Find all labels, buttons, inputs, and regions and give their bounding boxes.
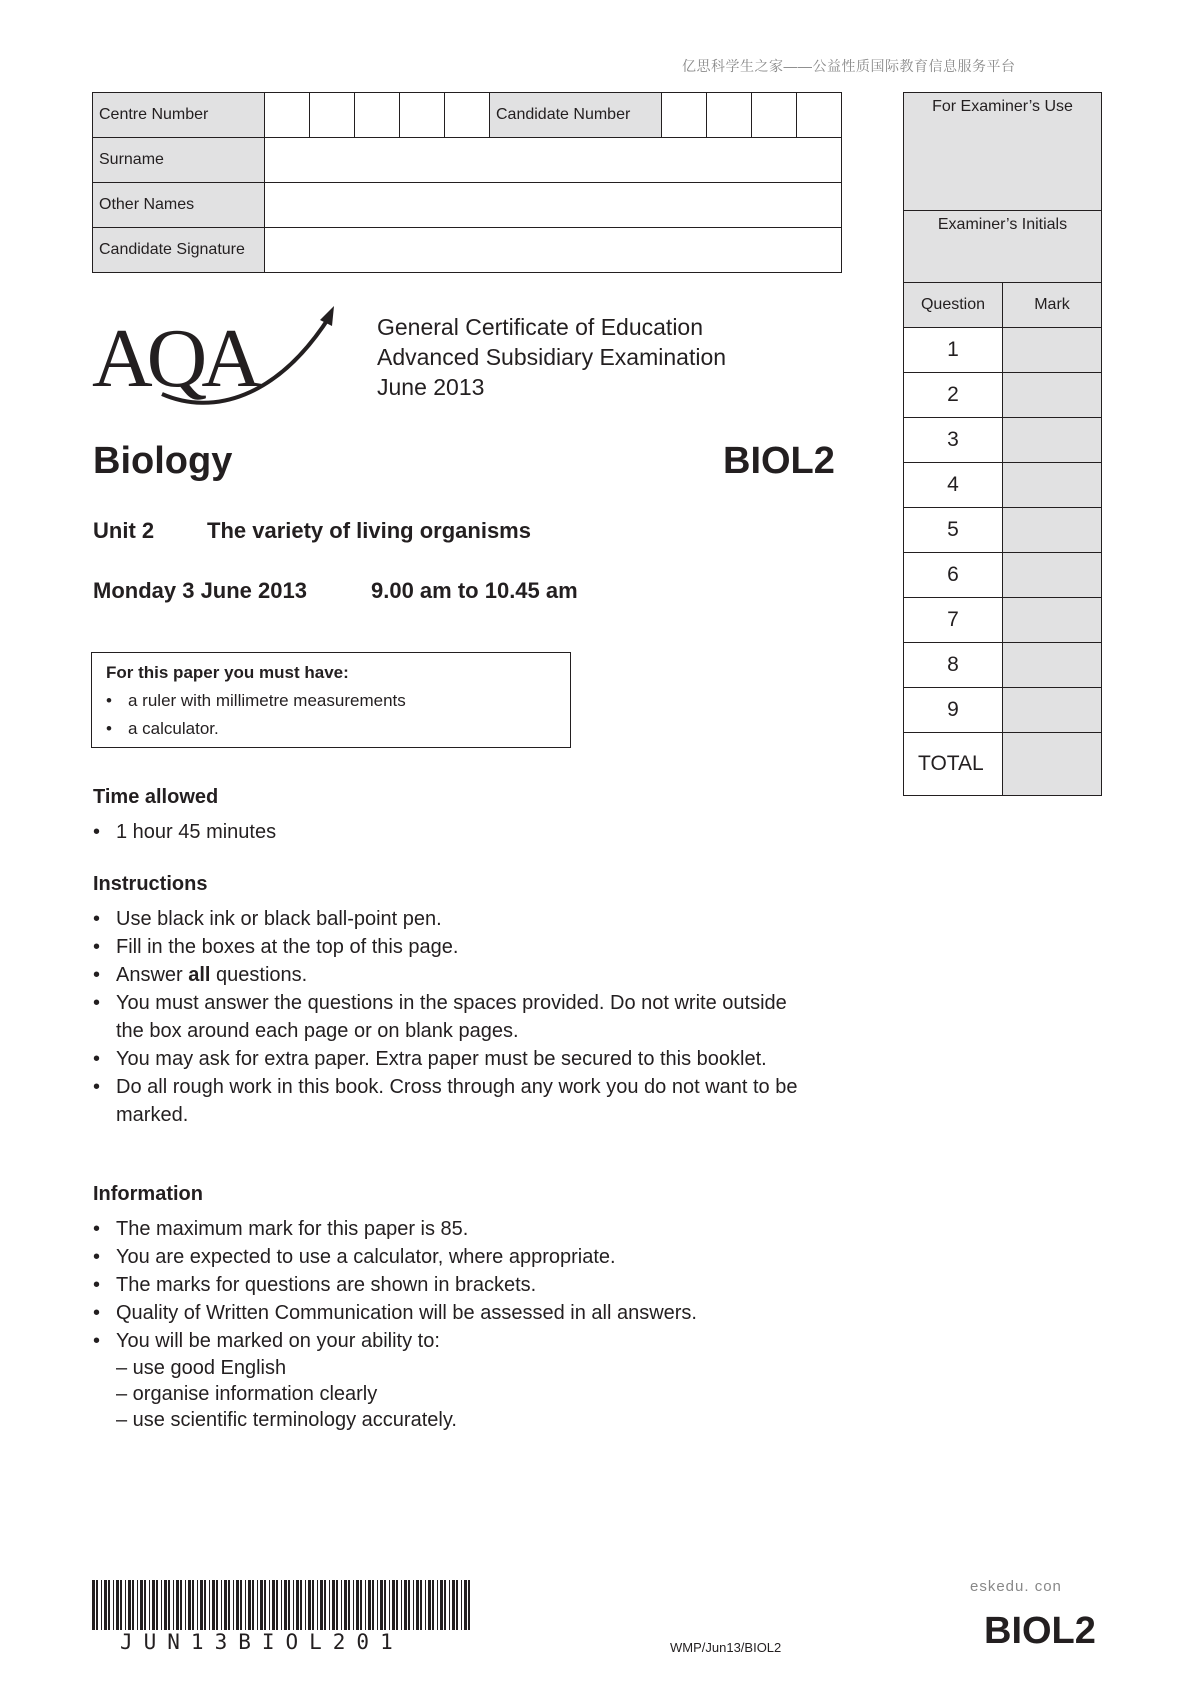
barcode-bar [377, 1580, 378, 1630]
candidate-number-digit-2[interactable] [706, 93, 751, 138]
barcode-bar [236, 1580, 239, 1630]
barcode-bar [384, 1580, 386, 1630]
barcode-bar [101, 1580, 102, 1630]
list-item: • You may ask for extra paper. Extra paper must be secured to this booklet. [93, 1045, 813, 1073]
barcode-bar [365, 1580, 366, 1630]
barcode-bar [356, 1580, 359, 1630]
barcode-bar [288, 1580, 290, 1630]
aqa-logo-text: AQA [92, 312, 256, 405]
barcode-bar [305, 1580, 306, 1630]
barcode-bar [104, 1580, 107, 1630]
barcode-bar [260, 1580, 263, 1630]
barcode-bar [368, 1580, 371, 1630]
barcode-bar [188, 1580, 191, 1630]
barcode-bar [452, 1580, 455, 1630]
other-names-field[interactable] [264, 183, 841, 228]
barcode-bar [332, 1580, 335, 1630]
instructions-heading: Instructions [93, 873, 208, 895]
barcode-bar [464, 1580, 467, 1630]
list-item: • 1 hour 45 minutes [93, 818, 793, 846]
barcode-bar [324, 1580, 326, 1630]
barcode-bar [149, 1580, 150, 1630]
centre-number-label: Centre Number [93, 93, 265, 138]
barcode-bar [161, 1580, 162, 1630]
examiner-use-table [903, 92, 1102, 796]
barcode-bar [156, 1580, 158, 1630]
barcode-bar [284, 1580, 287, 1630]
barcode-bar [468, 1580, 470, 1630]
barcode-bar [125, 1580, 126, 1630]
barcode-bar [300, 1580, 302, 1630]
signature-field[interactable] [264, 228, 841, 273]
other-names-label: Other Names [93, 183, 265, 228]
barcode-bar [264, 1580, 266, 1630]
barcode-bar [180, 1580, 182, 1630]
barcode-bar [456, 1580, 458, 1630]
barcode-bar [221, 1580, 222, 1630]
barcode-bar [336, 1580, 338, 1630]
aqa-logo [92, 304, 342, 414]
barcode-bar [164, 1580, 167, 1630]
barcode-bar [192, 1580, 194, 1630]
subject-title: Biology [93, 440, 233, 482]
barcode-bar [425, 1580, 426, 1630]
barcode-bar [401, 1580, 402, 1630]
barcode-bar [176, 1580, 179, 1630]
list-item: • You are expected to use a calculator, where appropriate. [93, 1243, 813, 1271]
barcode-bar [116, 1580, 119, 1630]
barcode-bar [197, 1580, 198, 1630]
list-item [93, 961, 813, 989]
barcode-bar [272, 1580, 275, 1630]
list-item: • The maximum mark for this paper is 85. [93, 1215, 813, 1243]
surname-field[interactable] [264, 138, 841, 183]
barcode-bar [293, 1580, 294, 1630]
barcode-bar [108, 1580, 110, 1630]
total-label: TOTAL [904, 733, 1003, 796]
text-run: Answer [116, 964, 189, 986]
list-item: • You will be marked on your ability to: [93, 1327, 813, 1355]
barcode-bar [252, 1580, 254, 1630]
exam-time: 9.00 am to 10.45 am [371, 578, 578, 603]
mark-cell[interactable] [1003, 688, 1102, 733]
barcode-bar [92, 1580, 95, 1630]
barcode-bar [185, 1580, 186, 1630]
barcode-bar [113, 1580, 114, 1630]
centre-number-digit-2[interactable] [309, 93, 354, 138]
paper-code: BIOL2 [723, 440, 835, 482]
barcode-bar [233, 1580, 234, 1630]
certificate-line: General Certificate of Education [377, 314, 704, 340]
watermark-header: 亿思科学生之家——公益性质国际教育信息服务平台 [682, 58, 1016, 74]
barcode-bar [396, 1580, 398, 1630]
time-allowed-list [93, 818, 793, 846]
mark-cell[interactable] [1003, 598, 1102, 643]
barcode-bar [329, 1580, 330, 1630]
question-number: 9 [904, 688, 1003, 733]
time-allowed-heading: Time allowed [93, 786, 219, 808]
materials-heading: For this paper you must have: [106, 663, 349, 682]
materials-list [106, 687, 556, 743]
sub-list-item: – organise information clearly [116, 1383, 378, 1405]
barcode-bar [389, 1580, 390, 1630]
barcode-bar [228, 1580, 230, 1630]
question-number: 1 [904, 328, 1003, 373]
barcode-bar [209, 1580, 210, 1630]
barcode-bar [372, 1580, 374, 1630]
session-line [93, 578, 578, 604]
list-item: • a calculator. [106, 715, 556, 743]
mark-cell[interactable] [1003, 508, 1102, 553]
barcode-bar [257, 1580, 258, 1630]
question-number: 6 [904, 553, 1003, 598]
certificate-line: Advanced Subsidiary Examination [377, 344, 727, 370]
candidate-number-digit-4[interactable] [796, 93, 841, 138]
barcode-bar [137, 1580, 138, 1630]
barcode-bar [348, 1580, 350, 1630]
centre-number-digit-3[interactable] [354, 93, 399, 138]
question-number: 2 [904, 373, 1003, 418]
examiner-initials-label: Examiner’s Initials [904, 211, 1102, 283]
total-mark-cell[interactable] [1003, 733, 1102, 796]
barcode-bar [212, 1580, 215, 1630]
centre-number-digit-1[interactable] [264, 93, 309, 138]
barcode-bar [120, 1580, 122, 1630]
barcode-bar [224, 1580, 227, 1630]
certificate-line: June 2013 [377, 374, 485, 400]
question-column-header: Question [904, 283, 1003, 328]
barcode-bar [404, 1580, 407, 1630]
unit-title: The variety of living organisms [207, 518, 531, 543]
materials-box [91, 652, 571, 748]
barcode [92, 1580, 474, 1630]
question-number: 3 [904, 418, 1003, 463]
barcode-bar [416, 1580, 419, 1630]
list-item: • Fill in the boxes at the top of this page. [93, 933, 813, 961]
barcode-bar [312, 1580, 314, 1630]
unit-number: Unit 2 [93, 518, 155, 543]
barcode-bar [168, 1580, 170, 1630]
instructions-list [93, 905, 813, 1129]
barcode-bar [308, 1580, 311, 1630]
barcode-bar [432, 1580, 434, 1630]
information-heading: Information [93, 1183, 203, 1205]
paper-code-footer: BIOL2 [984, 1610, 1096, 1652]
centre-number-digit-4[interactable] [399, 93, 444, 138]
list-item: • Do all rough work in this book. Cross through any work you do not want to be marked. [93, 1073, 813, 1129]
barcode-bar [341, 1580, 342, 1630]
mark-column-header: Mark [1003, 283, 1102, 328]
barcode-bar [173, 1580, 174, 1630]
text-run: questions. [210, 964, 308, 986]
barcode-bar [245, 1580, 246, 1630]
unit-line [93, 518, 531, 544]
barcode-bar [380, 1580, 383, 1630]
barcode-bar [204, 1580, 206, 1630]
certificate-block [377, 312, 726, 402]
signature-label: Candidate Signature [93, 228, 265, 273]
centre-number-digit-5[interactable] [444, 93, 489, 138]
candidate-details-table [92, 92, 842, 273]
barcode-bar [392, 1580, 395, 1630]
candidate-number-digit-1[interactable] [661, 93, 706, 138]
information-list [93, 1215, 813, 1355]
barcode-bar [344, 1580, 347, 1630]
barcode-bar [296, 1580, 299, 1630]
barcode-bar [320, 1580, 323, 1630]
list-item: • a ruler with millimetre measurements [106, 687, 556, 715]
mark-cell[interactable] [1003, 643, 1102, 688]
barcode-bar [444, 1580, 446, 1630]
mark-cell[interactable] [1003, 373, 1102, 418]
barcode-bar [248, 1580, 251, 1630]
barcode-bar [281, 1580, 282, 1630]
barcode-bar [449, 1580, 450, 1630]
question-number: 8 [904, 643, 1003, 688]
question-number: 4 [904, 463, 1003, 508]
examiner-use-title: For Examiner’s Use [904, 93, 1102, 211]
barcode-bar [152, 1580, 155, 1630]
information-block [93, 1215, 813, 1433]
barcode-bar [140, 1580, 143, 1630]
barcode-bar [360, 1580, 362, 1630]
paper-reference: WMP/Jun13/BIOL2 [670, 1640, 782, 1655]
barcode-bar [144, 1580, 146, 1630]
barcode-bar [440, 1580, 443, 1630]
emphasis-all: all [188, 964, 211, 986]
mark-cell[interactable] [1003, 463, 1102, 508]
exam-date: Monday 3 June 2013 [93, 578, 307, 603]
barcode-text: JUN13BIOL201 [120, 1630, 404, 1654]
question-number: 5 [904, 508, 1003, 553]
list-item: • Use black ink or black ball-point pen. [93, 905, 813, 933]
barcode-bar [200, 1580, 203, 1630]
barcode-bar [132, 1580, 134, 1630]
list-item: • You must answer the questions in the spaces provided. Do not write outside the box around each page or on blank pages. [93, 989, 813, 1045]
sub-list-item: – use scientific terminology accurately. [116, 1409, 457, 1431]
mark-cell[interactable] [1003, 418, 1102, 463]
question-number: 7 [904, 598, 1003, 643]
barcode-bar [269, 1580, 270, 1630]
barcode-bar [240, 1580, 242, 1630]
barcode-bar [461, 1580, 462, 1630]
barcode-bar [216, 1580, 218, 1630]
watermark-footer: eskedu. con [970, 1578, 1062, 1595]
barcode-bar [413, 1580, 414, 1630]
candidate-number-label: Candidate Number [490, 93, 662, 138]
mark-cell[interactable] [1003, 553, 1102, 598]
barcode-bar [420, 1580, 422, 1630]
candidate-number-digit-3[interactable] [751, 93, 796, 138]
mark-cell[interactable] [1003, 328, 1102, 373]
barcode-bar [276, 1580, 278, 1630]
sub-list-item: – use good English [116, 1357, 287, 1379]
list-item: • The marks for questions are shown in brackets. [93, 1271, 813, 1299]
barcode-bar [317, 1580, 318, 1630]
barcode-bar [437, 1580, 438, 1630]
list-item: • Quality of Written Communication will be assessed in all answers. [93, 1299, 813, 1327]
barcode-bar [128, 1580, 131, 1630]
barcode-bar [353, 1580, 354, 1630]
barcode-bar [428, 1580, 431, 1630]
barcode-bar [96, 1580, 98, 1630]
barcode-bar [408, 1580, 410, 1630]
surname-label: Surname [93, 138, 265, 183]
